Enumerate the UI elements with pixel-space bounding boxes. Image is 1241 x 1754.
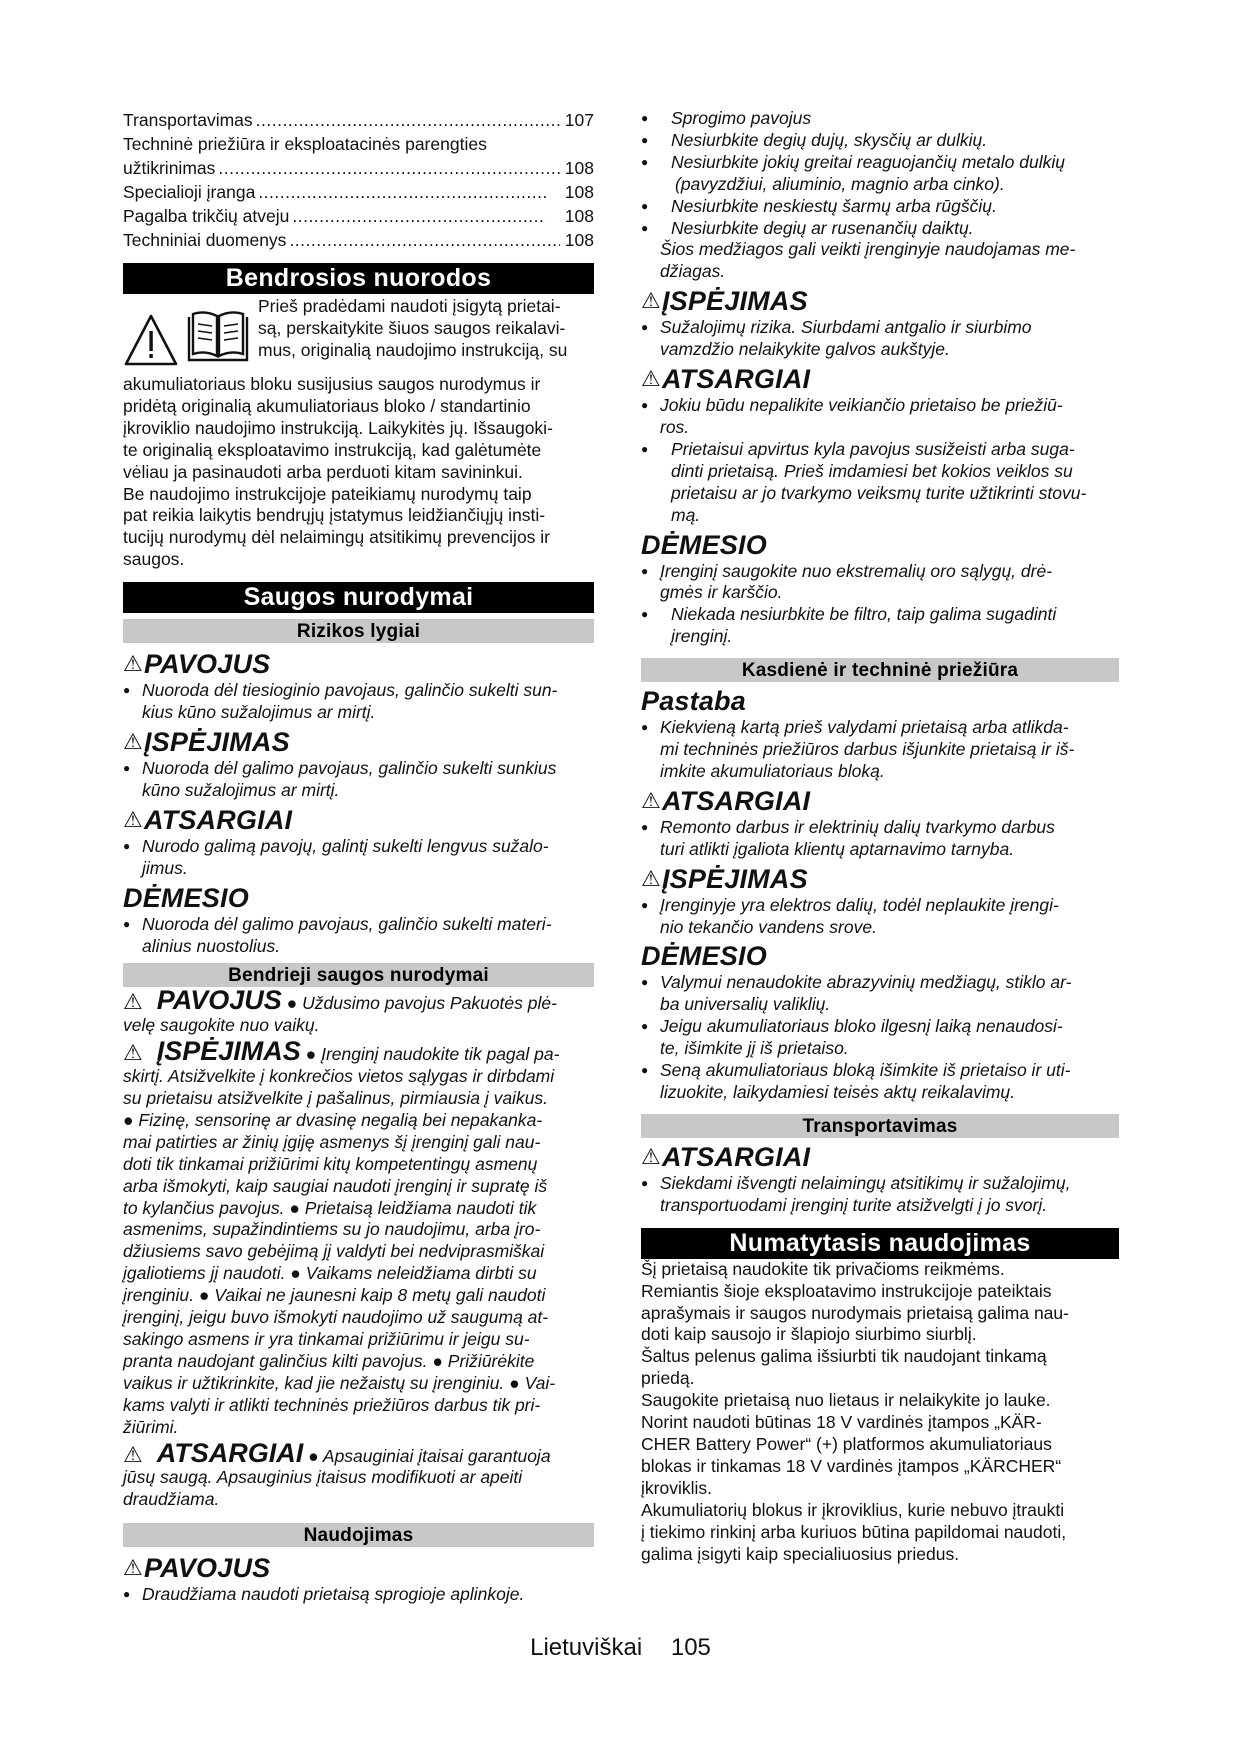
toc-entry[interactable]: Specialioji įranga ..... 108 bbox=[123, 180, 594, 204]
list-item: ● Nesiurbkite degių dujų, skysčių ar dulkių. bbox=[641, 130, 1119, 152]
label-ispejimas: ⚠ĮSPĖJIMAS bbox=[123, 726, 290, 757]
list-item: ● Nuoroda dėl tiesioginio pavojaus, galinčio sukelti sun- kius kūno sužalojimus ar mirtį. bbox=[123, 680, 594, 724]
list-item: ● Nuoroda dėl galimo pavojaus, galinčio sukelti materi- alinius nuostolius. bbox=[123, 914, 594, 958]
table-of-contents bbox=[123, 108, 594, 252]
list-item: ● Niekada nesiurbkite be filtro, taip galima sugadinti įrenginį. bbox=[641, 604, 1119, 648]
numatytasis-body: Šį prietaisą naudokite tik privačioms reikmėms. Remiantis šioje eksploatavimo instrukcijoje pateiktais aprašymais ir saugos nurodymais prietaisą galima nau- doti kaip sausojo ir šlapiojo siurbimo siurblį. Šaltus pelenus galima išsiurbti tik naudojant tinkamą priedą. Saugokite prietaisą nuo lietaus ir nelaikykite jo lauke. Norint naudoti būtinas 18 V vardinės įtampos „KÄR- CHER Battery Power“ (+) platformos akumuliatoriaus blokas ir tinkamas 18 V vardinės įtampos „KÄRCHER“ įkroviklis. Akumuliatorių blokus ir įkroviklius, kurie nebuvo įtraukti į tiekimo rinkinį arba kuriuos būtina papildomai naudoti, galima įsigyti kaip specialiuosius priedus. bbox=[641, 1258, 1069, 1564]
warning-triangle-icon: ⚠ bbox=[641, 288, 661, 314]
subheading-rizikos: Rizikos lygiai bbox=[123, 619, 594, 643]
section-heading-numatytasis: Numatytasis naudojimas bbox=[641, 1228, 1119, 1259]
label-pavojus: ⚠PAVOJUS bbox=[123, 649, 271, 680]
label-atsargiai: ⚠ATSARGIAI bbox=[641, 785, 811, 816]
list-item: ● Remonto darbus ir elektrinių dalių tvarkymo darbus turi atlikti įgaliota klientų aptarnavimo tarnyba. bbox=[641, 817, 1119, 861]
toc-entry[interactable]: Techninė priežiūra ir eksploatacinės parengties bbox=[123, 134, 487, 154]
label-pavojus: ⚠PAVOJUS bbox=[123, 1553, 271, 1584]
toc-entry[interactable]: Pagalba trikčių atveju ..... 108 bbox=[123, 204, 594, 228]
open-manual-icon bbox=[185, 308, 251, 364]
list-item: ● Sprogimo pavojus bbox=[641, 108, 1119, 130]
subheading-bendrieji: Bendrieji saugos nurodymai bbox=[123, 963, 594, 987]
warning-triangle-icon: ⚠ bbox=[123, 806, 143, 832]
warning-triangle-icon: ⚠ bbox=[123, 651, 143, 677]
intro-icons bbox=[123, 298, 254, 374]
label-demesio: DĖMESIO bbox=[641, 941, 767, 972]
list-item: ● Nesiurbkite jokių greitai reaguojančių metalo dulkių (pavyzdžiui, aliuminio, magnio arba cinko). bbox=[641, 152, 1119, 196]
note-text: Šios medžiagos gali veikti įrenginyje naudojamas me- džiagas. bbox=[660, 239, 1076, 282]
list-item: ● Įrenginį saugokite nuo ekstremalių oro sąlygų, drė- gmės ir karščio. bbox=[641, 561, 1119, 605]
list-item: ● Jokiu būdu nepalikite veikiančio prietaiso be priežiū- ros. bbox=[641, 395, 1119, 439]
warning-triangle-icon: ⚠ bbox=[641, 366, 661, 392]
list-item: ● Nesiurbkite neskiestų šarmų arba rūgščių. bbox=[641, 196, 1119, 218]
warning-triangle-icon: ⚠ bbox=[123, 728, 143, 754]
warning-triangle-icon: ⚠ bbox=[641, 787, 661, 813]
list-item: ● Kiekvieną kartą prieš valydami prietaisą arba atlikda- mi techninės priežiūros darbus išjunkite prietaisą ir iš- imkite akumuliatoriaus bloką. bbox=[641, 717, 1119, 783]
label-ispejimas: ⚠ĮSPĖJIMAS bbox=[641, 863, 808, 894]
toc-entry[interactable]: Transportavimas ..... 107 bbox=[123, 108, 594, 132]
bendrosios-body: Prieš pradėdami naudoti įsigytą prietai- są, perskaitykite šiuos saugos reikalavi- mus, originalią naudojimo instrukciją, su akumuliatoriaus bloku susijusius saugos nurodymus ir pridėtą originalią akumuliatoriaus bloko / standartinio įkroviklio naudojimo instrukciją. Laikykitės jų. Išsaugoki- te originalią eksploatavimo instrukciją, kad galėtumėte vėliau ja pasinaudoti arba perduoti kitam savininkui. Be naudojimo instrukcijoje pateikiamų nurodymų taip pat reikia laikytis bendrųjų įstatymus leidžiančiųjų insti- tucijų nurodymų dėl nelaimingų atsitikimų prevencijos ir saugos. bbox=[123, 296, 568, 570]
warning-triangle-icon: ⚠ bbox=[123, 989, 143, 1015]
warning-triangle-icon: ⚠ bbox=[123, 1441, 143, 1467]
list-item: ● Seną akumuliatoriaus bloką išimkite iš prietaiso ir uti- lizuokite, laikydamiesi teisės aktų reikalavimų. bbox=[641, 1060, 1119, 1104]
section-heading-saugos: Saugos nurodymai bbox=[123, 582, 594, 613]
list-item: ● Sužalojimų rizika. Siurbdami antgalio ir siurbimo vamzdžio nelaikykite galvos aukštyje. bbox=[641, 317, 1119, 361]
section-heading-bendrosios: Bendrosios nuorodos bbox=[123, 263, 594, 294]
label-pastaba: Pastaba bbox=[641, 686, 746, 717]
label-demesio: DĖMESIO bbox=[123, 882, 249, 913]
left-column bbox=[123, 108, 594, 1606]
list-item: ● Įrenginyje yra elektros dalių, todėl neplaukite įrengi- nio tekančio vandens srove. bbox=[641, 895, 1119, 939]
subheading-kasdiene: Kasdienė ir techninė priežiūra bbox=[641, 658, 1119, 682]
warning-triangle-icon: ⚠ bbox=[123, 1040, 143, 1066]
subheading-transportavimas: Transportavimas bbox=[641, 1114, 1119, 1138]
page-footer bbox=[0, 1633, 1241, 1663]
label-ispejimas: ⚠ĮSPĖJIMAS bbox=[641, 286, 808, 317]
list-item: ● Prietaisui apvirtus kyla pavojus susižeisti arba suga- dinti prietaisą. Prieš imdamiesi bet kokios veiklos su prietaisu ar jo tvarkymo veiksmų turite užtikrinti stovu- mą. bbox=[641, 439, 1119, 527]
list-item: ● Nuoroda dėl galimo pavojaus, galinčio sukelti sunkius kūno sužalojimus ar mirtį. bbox=[123, 758, 594, 802]
label-atsargiai: ⚠ATSARGIAI bbox=[641, 1141, 811, 1172]
list-item: ● Valymui nenaudokite abrazyvinių medžiagų, stiklo ar- ba universalių valiklių. bbox=[641, 972, 1119, 1016]
right-column bbox=[641, 108, 1119, 1565]
warning-triangle-icon: ⚠ bbox=[641, 1143, 661, 1169]
label-atsargiai: ⚠ATSARGIAI bbox=[123, 804, 293, 835]
warning-triangle-icon bbox=[123, 312, 179, 368]
list-item: ● Nesiurbkite degių ar rusenančių daiktų. bbox=[641, 218, 1119, 240]
toc-entry[interactable]: Techniniai duomenys ..... 108 bbox=[123, 228, 594, 252]
list-item: ● Draudžiama naudoti prietaisą sprogioje aplinkoje. bbox=[123, 1584, 594, 1606]
toc-entry-cont[interactable]: užtikrinimas ..... 108 bbox=[123, 156, 594, 180]
bendrieji-ispejimas: ⚠ ĮSPĖJIMAS ● Įrenginį naudokite tik pagal pa- skirtį. Atsižvelkite į konkrečios vietos sąlygas ir dirbdami su prietaisu atsižvelkite į pašalinus, pirmiausia į vaikus. ● Fizinę, sensorinę ar dvasinę negalią bei nepakanka- mai patirties ar žinių įgiję asmenys šį įrenginį gali nau- doti tik tinkamai prižiūrimi kitų kompetentingų asmenų arba išmokyti, kaip saugiai naudoti įrenginį ir supratę iš to kylančius pavojus. ● Prietaisą leidžiama naudoti tik asmenims, supažindintiems su jo naudojimu, arba įro- džiusiems savo gebėjimą jį valdyti bei nedviprasmiškai įgaliotiems jį naudoti. ● Vaikams neleidžiama dirbti su įrenginiu. ● Vaikai ne jaunesni kaip 8 metų gali naudoti įrenginį, jeigu buvo išmokyti naudojimo už saugumą at- sakingo asmens ir yra tinkamai prižiūrimu ir jeigu su- pranta naudojant galinčius kilti pavojus. ● Prižiūrėkite vaikus ir užtikrinkite, kad jie nežaistų su įrenginiu. ● Vai- kams valyti ir atlikti techninės priežiūros darbus tik pri- žiūrimi. bbox=[123, 1036, 560, 1437]
list-item: ● Siekdami išvengti nelaimingų atsitikimų ir sužalojimų, transportuodami įrenginį turite atsižvelgti į jo svorį. bbox=[641, 1173, 1119, 1217]
warning-triangle-icon: ⚠ bbox=[123, 1555, 143, 1581]
bendrieji-pavojus: ⚠ PAVOJUS ● Uždusimo pavojus Pakuotės plė- velę saugokite nuo vaikų. bbox=[123, 985, 557, 1036]
warning-triangle-icon: ⚠ bbox=[641, 865, 661, 891]
label-atsargiai: ⚠ATSARGIAI bbox=[641, 364, 811, 395]
list-item: ● Nurodo galimą pavojų, galintį sukelti lengvus sužalo- jimus. bbox=[123, 836, 594, 880]
bendrieji-atsargiai: ⚠ ATSARGIAI ● Apsauginiai įtaisai garantuoja jūsų saugą. Apsauginius įtaisus modifikuoti ar apeiti draudžiama. bbox=[123, 1437, 551, 1510]
footer-language: Lietuviškai bbox=[530, 1634, 643, 1661]
label-demesio: DĖMESIO bbox=[641, 529, 767, 560]
subheading-naudojimas: Naudojimas bbox=[123, 1523, 594, 1547]
list-item: ● Jeigu akumuliatoriaus bloko ilgesnį laiką nenaudosi- te, išimkite jį iš prietaiso. bbox=[641, 1016, 1119, 1060]
page-number: 105 bbox=[670, 1634, 711, 1661]
